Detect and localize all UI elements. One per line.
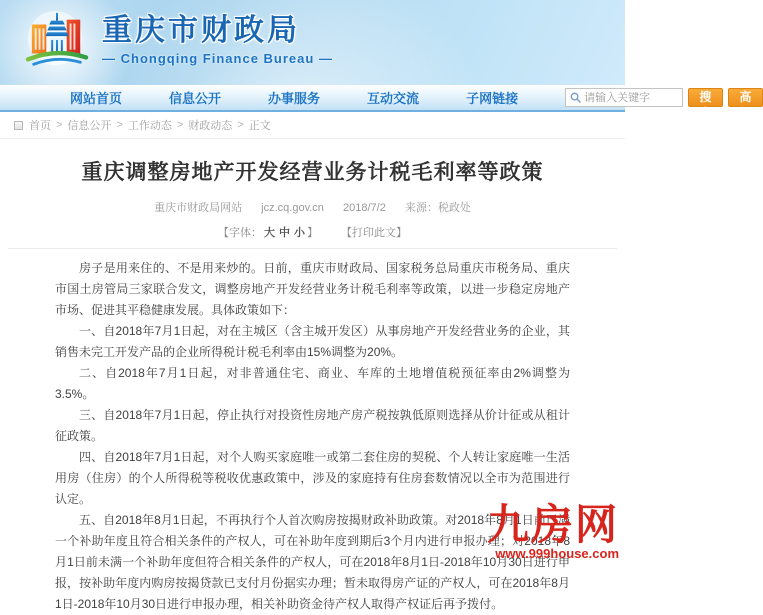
nav-item-services[interactable]: 办事服务	[268, 91, 321, 106]
article-divider	[8, 248, 617, 249]
print-button[interactable]: 【打印此文】	[341, 227, 408, 239]
search-icon	[570, 92, 581, 103]
breadcrumb-separator: >	[56, 119, 63, 131]
site-name: 重庆市财政局	[102, 14, 300, 47]
watermark-site-name: 九房网	[486, 501, 619, 548]
breadcrumb-work-news[interactable]: 工作动态	[127, 120, 172, 132]
search-area	[565, 88, 763, 120]
advanced-search-button[interactable]: 高级	[728, 88, 763, 107]
finance-bureau-logo-icon	[26, 8, 88, 72]
article	[0, 156, 625, 615]
article-meta	[55, 199, 570, 215]
paragraph-policy-1: 一、自2018年7月1日起，对在主城区（含主城开发区）从事房地产开发经营业务的企业，其销售未完工开发产品的企业所得税计税毛利率由15%调整为20%。	[55, 324, 570, 359]
logo-text	[102, 14, 333, 66]
breadcrumb-current: 正文	[248, 120, 271, 132]
nav-item-subsites[interactable]: 子网链接	[466, 91, 519, 106]
font-size-medium-button[interactable]: 中	[278, 227, 290, 239]
breadcrumb-info-disclosure[interactable]: 信息公开	[67, 120, 112, 132]
breadcrumb-home[interactable]: 首页	[29, 120, 51, 132]
breadcrumb-finance-news[interactable]: 财政动态	[188, 120, 233, 132]
breadcrumb	[0, 112, 625, 139]
paragraph-policy-3: 三、自2018年7月1日起，停止执行对投资性房地产房产税按孰低原则选择从价计征或从租计征政策。	[55, 408, 570, 443]
meta-site-url: jcz.cq.gov.cn	[261, 202, 324, 214]
search-button[interactable]: 搜索	[688, 88, 723, 107]
paragraph-policy-5: 五、自2018年8月1日起，不再执行个人首次购房按揭财政补助政策。对2018年8月1日前已满一个补助年度且符合相关条件的产权人，可在补助年度到期后3个月内进行申报办理；对2018年8月1日前未满一个补助年度但符合相关条件的产权人，可在2018年8月1日-2018年10月30日进行申报，按补助年度内购房按揭贷款已支付月份据实办理；暂未取得房产证的产权人，可在2018年8月1日-2018年10月30日进行申报办理，相关补助资金待产权人取得产权证后再予拨付。	[55, 513, 570, 611]
breadcrumb-separator: >	[237, 119, 244, 131]
site-logo[interactable]	[26, 8, 333, 72]
nav-item-home[interactable]: 网站首页	[70, 91, 123, 106]
meta-source-dept: 来源：税政处	[404, 202, 471, 214]
article-controls	[55, 224, 570, 240]
paragraph-intro: 房子是用来住的、不是用来炒的。日前，重庆市财政局、国家税务总局重庆市税务局、重庆市国土房管局三家联合发文，调整房地产开发经营业务计税毛利率等政策，以进一步稳定房地产市场、促进其平稳健康发展。具体政策如下：	[55, 261, 570, 317]
meta-source-site: 重庆市财政局网站	[154, 202, 243, 214]
breadcrumb-separator: >	[176, 119, 184, 131]
paragraph-policy-2: 二、自2018年7月1日起，对非普通住宅、商业、车库的土地增值税预征率由2%调整为3.5%。	[55, 366, 570, 401]
font-size-small-button[interactable]: 小	[293, 227, 305, 239]
site-header	[0, 0, 625, 85]
search-input[interactable]	[581, 92, 678, 104]
font-size-control	[218, 227, 318, 239]
paragraph-policy-4: 四、自2018年7月1日起，对个人购买家庭唯一或第二套住房的契税、个人转让家庭唯一生活用房（住房）的个人所得税等税收优惠政策中，涉及的家庭持有住房套数情况以全市为范围进行认定。	[55, 450, 570, 506]
article-body	[55, 258, 570, 615]
article-title: 重庆调整房地产开发经营业务计税毛利率等政策	[81, 161, 544, 184]
font-size-large-button[interactable]: 大	[263, 227, 275, 239]
font-size-label: 【字体：	[217, 227, 262, 239]
nav-item-info-disclosure[interactable]: 信息公开	[169, 91, 222, 106]
meta-date: 2018/7/2	[343, 202, 386, 214]
font-size-label-end: 】	[306, 227, 318, 239]
breadcrumb-icon	[14, 121, 23, 130]
watermark-site-url: www.999house.com	[495, 546, 619, 561]
search-box	[565, 88, 683, 107]
main-nav	[0, 85, 752, 120]
breadcrumb-separator: >	[116, 119, 123, 131]
site-name-en: — Chongqing Finance Bureau —	[102, 51, 333, 66]
nav-item-interaction[interactable]: 互动交流	[367, 91, 420, 106]
